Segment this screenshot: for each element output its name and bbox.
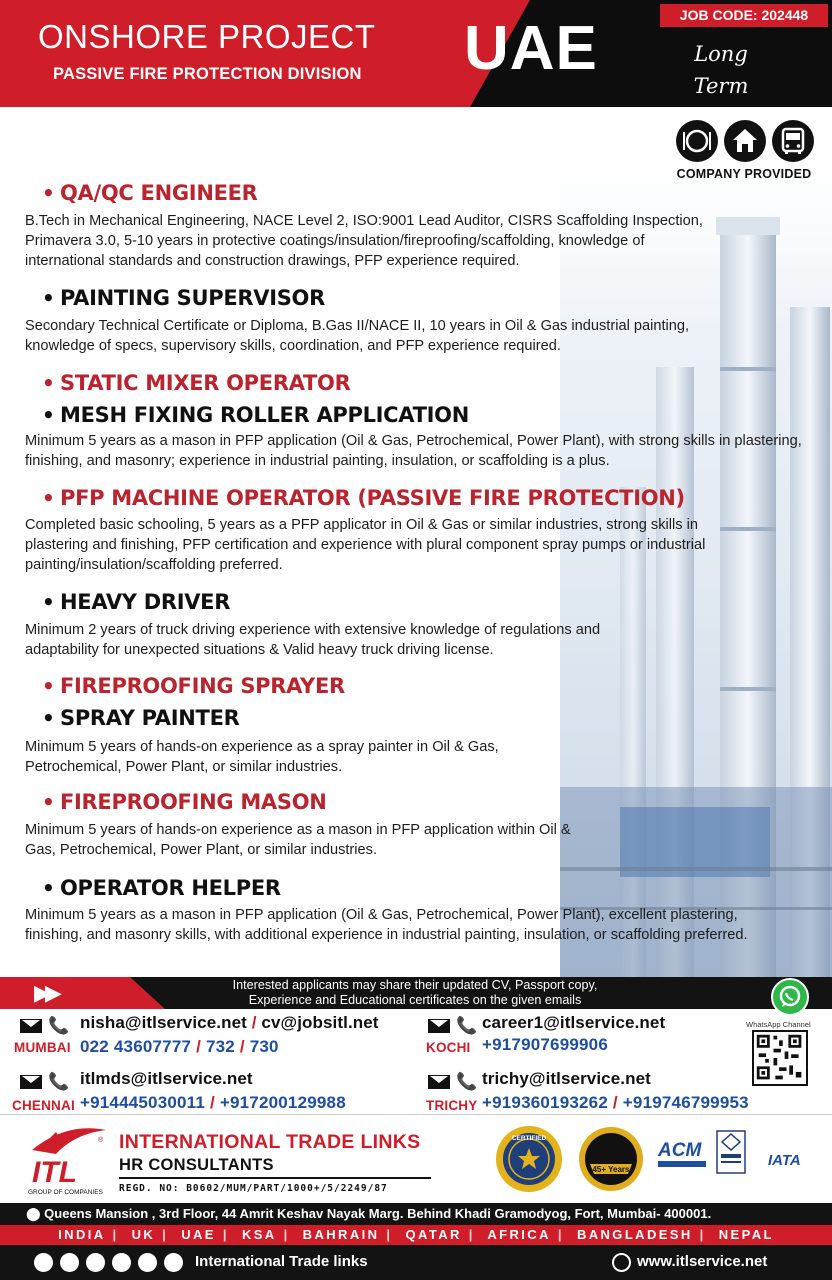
page-subtitle: PASSIVE FIRE PROTECTION DIVISION bbox=[53, 65, 362, 83]
globe-icon bbox=[612, 1253, 631, 1272]
email-icon bbox=[428, 1075, 450, 1089]
country-item: NEPAL bbox=[718, 1227, 774, 1242]
linkedin-icon[interactable] bbox=[60, 1253, 79, 1272]
45-years-badge bbox=[576, 1124, 646, 1196]
header bbox=[0, 0, 832, 107]
job-desc-fireproofing-mason: Minimum 5 years of hands-on experience as a mason in PFP application within Oil & Gas, Petrochemical, Power Plant, or similar industries. bbox=[25, 822, 571, 858]
chennai-phone-2[interactable]: +917200129988 bbox=[219, 1093, 346, 1112]
city-mumbai: MUMBAI bbox=[14, 1040, 71, 1055]
trichy-phones: +919360193262 / +919746799953 bbox=[482, 1093, 749, 1112]
job-title-static-mixer-operator: • STATIC MIXER OPERATOR bbox=[42, 371, 351, 395]
job-desc-operator-helper: Minimum 5 years as a mason in PFP application (Oil & Gas, Petrochemical, Power Plant), excellent plastering, finishing, and masonry skills, with additional experience in industrial painting, insulation, or scaffolding preferred. bbox=[25, 907, 748, 943]
group-of-companies-label: GROUP OF COMPANIES bbox=[28, 1189, 103, 1196]
youtube-icon[interactable] bbox=[34, 1253, 53, 1272]
svg-text:®: ® bbox=[98, 1137, 104, 1144]
country-item: BAHRAIN bbox=[302, 1227, 380, 1242]
location-pin-icon: ⬤ bbox=[26, 1206, 45, 1221]
trichy-phone-2[interactable]: +919746799953 bbox=[622, 1093, 749, 1112]
email-icon bbox=[20, 1019, 42, 1033]
countries-list: INDIA | UK | UAE | KSA | BAHRAIN | QATAR | AFRICA | BANGLADESH | NEPAL bbox=[0, 1225, 832, 1245]
job-desc-mesh-fixing-roller: Minimum 5 years as a mason in PFP application (Oil & Gas, Petrochemical, Power Plant), with strong skills in plastering, finishing, and masonry; experience in industrial painting, insulation, or scaffolding is a plus. bbox=[25, 433, 802, 469]
company-provided-icons bbox=[676, 120, 814, 164]
home-icon bbox=[724, 120, 766, 162]
iata-logo: IATA bbox=[768, 1152, 801, 1169]
company-provided-label: COMPANY PROVIDED bbox=[676, 167, 812, 181]
job-title-heavy-driver: • HEAVY DRIVER bbox=[42, 590, 231, 614]
whatsapp-qr-code[interactable] bbox=[752, 1030, 808, 1086]
ukas-logo bbox=[716, 1130, 746, 1174]
whatsapp-icon[interactable] bbox=[771, 978, 809, 1016]
section-divider bbox=[0, 1114, 832, 1115]
job-title-operator-helper: • OPERATOR HELPER bbox=[42, 876, 281, 900]
whatsapp-channel-label: WhatsApp Channel bbox=[746, 1020, 811, 1029]
mumbai-emails bbox=[80, 1013, 379, 1033]
instagram-icon[interactable] bbox=[164, 1253, 183, 1272]
email-separator: / bbox=[251, 1013, 257, 1032]
apply-line-2: Experience and Educational certificates on the given emails bbox=[248, 993, 582, 1007]
chennai-phone-1[interactable]: +914445030011 bbox=[80, 1093, 206, 1112]
job-desc-qa-qc-engineer: B.Tech in Mechanical Engineering, NACE Level 2, ISO:9001 Lead Auditor, CISRS Scaffolding Inspection, Primavera 3.0, 5-10 years in protective coatings/insulation/fireproofing/scaffolding, knowledge of international standards and construction drawings, PFP experience required. bbox=[25, 213, 703, 269]
job-title-pfp-machine-operator: • PFP MACHINE OPERATOR (PASSIVE FIRE PROTECTION) bbox=[42, 486, 685, 510]
double-arrow-icon: ▶▶ bbox=[34, 980, 56, 1005]
apply-band-red-shape bbox=[0, 977, 170, 1009]
email-icon bbox=[428, 1019, 450, 1033]
company-tagline: HR CONSULTANTS bbox=[119, 1156, 274, 1174]
job-desc-heavy-driver: Minimum 2 years of truck driving experience with extensive knowledge of regulations and adaptability for unexpected situations & Valid heavy truck driving license. bbox=[25, 622, 601, 658]
apply-line-1: Interested applicants may share their updated CV, Passport copy, bbox=[232, 978, 598, 992]
company-name-underline bbox=[119, 1177, 431, 1179]
iso-badge-label: CERTIFIED bbox=[511, 1135, 547, 1142]
city-trichy: TRICHY bbox=[426, 1098, 478, 1113]
phone-icon: 📞 bbox=[456, 1071, 478, 1091]
mumbai-phones: 022 43607777 / 732 / 730 bbox=[80, 1037, 279, 1056]
office-address: ⬤ Queens Mansion , 3rd Floor, 44 Amrit Keshav Nayak Marg. Behind Khadi Gramodyog, Fort, Mumbai- 400001. bbox=[0, 1203, 832, 1225]
country-item: QATAR bbox=[405, 1227, 462, 1242]
job-title-fireproofing-mason: • FIREPROOFING MASON bbox=[42, 790, 327, 814]
registration-number: REGD. NO: B0602/MUM/PART/1000+/5/2249/87 bbox=[119, 1183, 388, 1194]
mumbai-contact-icons bbox=[20, 1015, 69, 1036]
kochi-email[interactable]: career1@itlservice.net bbox=[482, 1013, 666, 1032]
page-title: ONSHORE PROJECT bbox=[38, 18, 376, 55]
country-item: AFRICA bbox=[487, 1227, 551, 1242]
trichy-contact-icons bbox=[428, 1071, 477, 1092]
mumbai-phone-1[interactable]: 022 43607777 bbox=[80, 1037, 192, 1056]
mumbai-phone-3[interactable]: 730 bbox=[249, 1037, 279, 1056]
job-title-fireproofing-sprayer: • FIREPROOFING SPRAYER bbox=[42, 674, 345, 698]
job-desc-painting-supervisor: Secondary Technical Certificate or Diploma, B.Gas II/NACE II, 10 years in Oil & Gas industrial painting, knowledge of specs, supervisory skills, coordination, and PFP experience required. bbox=[25, 318, 690, 354]
country-item: BANGLADESH bbox=[576, 1227, 693, 1242]
country-label: UAE bbox=[464, 14, 598, 83]
itl-logo bbox=[26, 1120, 116, 1198]
chennai-contact-icons bbox=[20, 1071, 69, 1092]
company-name: INTERNATIONAL TRADE LINKS bbox=[119, 1131, 421, 1153]
job-title-spray-painter: • SPRAY PAINTER bbox=[42, 706, 240, 730]
bus-icon bbox=[772, 120, 814, 162]
chennai-phones: +914445030011 / +917200129988 bbox=[80, 1093, 346, 1112]
mumbai-phone-2[interactable]: 732 bbox=[205, 1037, 235, 1056]
itl-logo-text: ITL bbox=[32, 1156, 77, 1189]
mumbai-email-1[interactable]: nisha@itlservice.net bbox=[80, 1013, 247, 1032]
iso-certified-badge bbox=[494, 1124, 564, 1194]
city-kochi: KOCHI bbox=[426, 1040, 471, 1055]
kochi-phone[interactable]: +917907699906 bbox=[482, 1035, 608, 1054]
twitter-icon[interactable] bbox=[112, 1253, 131, 1272]
city-chennai: CHENNAI bbox=[12, 1098, 75, 1113]
job-code-badge: JOB CODE: 202448 bbox=[660, 4, 828, 27]
phone-icon: 📞 bbox=[456, 1015, 478, 1035]
social-handle[interactable]: International Trade links bbox=[195, 1253, 368, 1270]
acm-logo: ACM bbox=[658, 1140, 702, 1161]
food-icon bbox=[676, 120, 718, 162]
chennai-email[interactable]: itlmds@itlservice.net bbox=[80, 1069, 253, 1088]
phone-icon: 📞 bbox=[48, 1071, 70, 1091]
job-desc-spray-painter: Minimum 5 years of hands-on experience as a spray painter in Oil & Gas, Petrochemical, Power Plant, or similar industries. bbox=[25, 739, 499, 775]
45-years-label: 45+ Years bbox=[592, 1165, 630, 1174]
job-title-mesh-fixing-roller: • MESH FIXING ROLLER APPLICATION bbox=[42, 403, 469, 427]
country-item: KSA bbox=[241, 1227, 277, 1242]
contract-line-1: Long Term bbox=[693, 42, 749, 98]
acm-logo-bar bbox=[658, 1161, 706, 1167]
facebook-icon[interactable] bbox=[86, 1253, 105, 1272]
job-title-qa-qc-engineer: • QA/QC ENGINEER bbox=[42, 181, 258, 205]
telegram-icon[interactable] bbox=[138, 1253, 157, 1272]
mumbai-email-2[interactable]: cv@jobsitl.net bbox=[261, 1013, 379, 1032]
trichy-phone-1[interactable]: +919360193262 bbox=[482, 1093, 608, 1112]
apply-instructions bbox=[170, 978, 660, 1008]
trichy-email[interactable]: trichy@itlservice.net bbox=[482, 1069, 651, 1088]
website-link[interactable]: www.itlservice.net bbox=[637, 1253, 768, 1270]
email-icon bbox=[20, 1075, 42, 1089]
phone-icon: 📞 bbox=[48, 1015, 70, 1035]
country-item: UAE bbox=[181, 1227, 216, 1242]
kochi-contact-icons bbox=[428, 1015, 477, 1036]
job-title-painting-supervisor: • PAINTING SUPERVISOR bbox=[42, 286, 325, 310]
country-item: UK bbox=[131, 1227, 156, 1242]
country-item: INDIA bbox=[58, 1227, 106, 1242]
job-desc-pfp-machine-operator: Completed basic schooling, 5 years as a PFP applicator in Oil & Gas or similar industries, strong skills in plastering and finishing, PFP certification and experience with plural component spray pumps or industrial painting/insulation/scaffolding preferred. bbox=[25, 517, 706, 573]
